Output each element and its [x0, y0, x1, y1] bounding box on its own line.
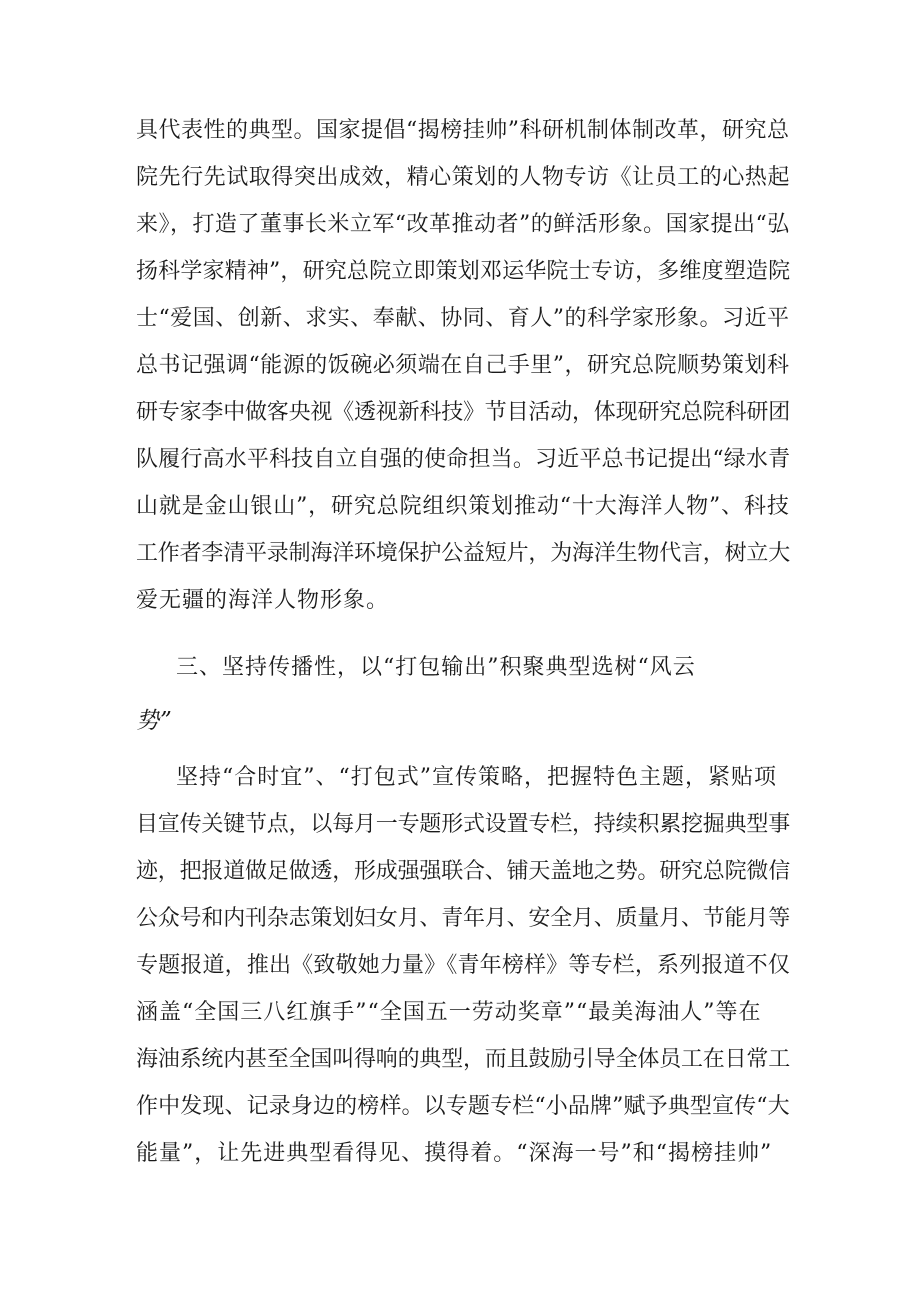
body-line: 扬科学家精神”，研究总院立即策划邓运华院士专访，多维度塑造院	[136, 259, 791, 284]
body-line: 作中发现、记录身边的榜样。以专题专栏“小品牌”赋予典型宣传“大	[136, 1094, 790, 1119]
body-line: 具代表性的典型。国家提倡“揭榜挂帅”科研机制体制改革，研究总	[136, 118, 790, 143]
body-line: 研专家李中做客央视《透视新科技》节目活动，体现研究总院科研团	[136, 400, 791, 425]
body-line: 迹，把报道做足做透，形成强强联合、铺天盖地之势。研究总院微信	[136, 859, 791, 884]
body-line: 专题报道，推出《致敬她力量》《青年榜样》等专栏，系列报道不仅	[136, 953, 791, 978]
body-line: 涵盖“全国三八红旗手”“全国五一劳动奖章”“最美海油人”等在	[136, 1000, 762, 1025]
section-heading: 三、坚持传播性，以“打包输出”积聚典型选树“风云	[176, 655, 696, 680]
body-line: 山就是金山银山”，研究总院组织策划推动“十大海洋人物”、科技	[136, 494, 790, 519]
section-heading-continuation: 势”	[136, 708, 173, 734]
body-line: 院先行先试取得突出成效，精心策划的人物专访《让员工的心热起	[136, 165, 791, 190]
body-line: 爱无疆的海洋人物形象。	[136, 588, 390, 613]
body-line: 总书记强调“能源的饭碗必须端在自己手里”，研究总院顺势策划科	[136, 353, 790, 378]
body-line: 来》，打造了董事长米立军“改革推动者”的鲜活形象。国家提出“弘	[136, 212, 790, 237]
body-line: 能量”，让先进典型看得见、摸得着。“深海一号”和“揭榜挂帅”	[136, 1141, 773, 1166]
body-line: 队履行高水平科技自立自强的使命担当。习近平总书记提出“绿水青	[136, 447, 791, 472]
body-line: 坚持“合时宜”、“打包式”宣传策略，把握特色主题，紧贴项	[176, 765, 777, 790]
body-line: 士“爱国、创新、求实、奉献、协同、育人”的科学家形象。习近平	[136, 306, 790, 331]
body-line: 工作者李清平录制海洋环境保护公益短片，为海洋生物代言，树立大	[136, 541, 791, 566]
body-line: 公众号和内刊杂志策划妇女月、青年月、安全月、质量月、节能月等	[136, 906, 791, 931]
body-line: 目宣传关键节点，以每月一专题形式设置专栏，持续积累挖掘典型事	[136, 812, 791, 837]
body-line: 海油系统内甚至全国叫得响的典型，而且鼓励引导全体员工在日常工	[136, 1047, 791, 1072]
